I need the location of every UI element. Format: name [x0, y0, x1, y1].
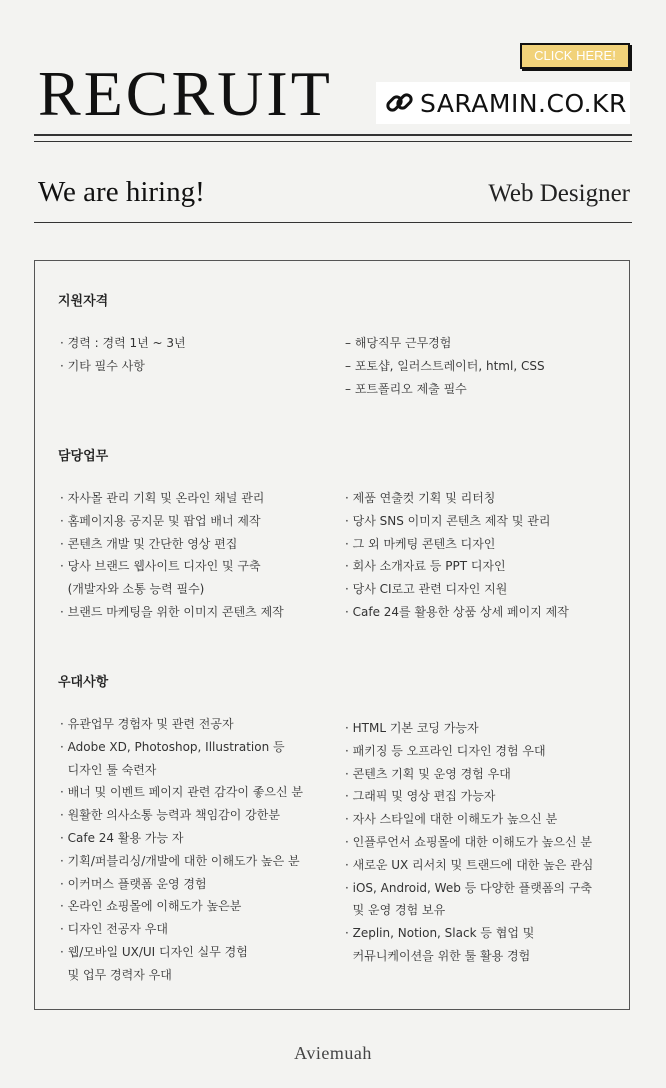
list-item: · 홈페이지용 공지문 및 팝업 배너 제작	[60, 513, 261, 528]
qualifications-left-list	[60, 332, 186, 378]
section-title-preferences: 우대사항	[58, 675, 109, 690]
list-item: · Zeplin, Notion, Slack 등 협업 및	[345, 926, 535, 941]
list-item: · 온라인 쇼핑몰에 이해도가 높은분	[60, 899, 242, 914]
header-divider-bottom	[34, 141, 632, 142]
list-item: – 포토샵, 일러스트레이터, html, CSS	[345, 358, 545, 373]
list-item: · 기타 필수 사항	[60, 358, 145, 373]
link-icon	[384, 88, 416, 118]
list-item: · 제품 연출컷 기획 및 리터칭	[345, 491, 496, 505]
list-item: · 배너 및 이벤트 페이지 관련 감각이 좋으신 분	[60, 785, 303, 800]
list-item: · 그 외 마케팅 콘텐츠 디자인	[345, 536, 496, 551]
list-item: · 새로운 UX 리서치 및 트랜드에 대한 높은 관심	[345, 857, 594, 872]
link-text: SARAMIN.CO.KR	[420, 88, 627, 118]
list-item: · 패키징 등 오프라인 디자인 경험 우대	[345, 743, 546, 758]
page-title: RECRUIT	[38, 58, 333, 129]
section-title-qualifications: 지원자격	[58, 294, 109, 309]
list-item: · 콘텐츠 개발 및 간단한 영상 편집	[60, 536, 238, 551]
list-item: · 유관업무 경험자 및 관련 전공자	[60, 717, 234, 731]
job-title: Web Designer	[488, 180, 630, 207]
list-item: · 당사 SNS 이미지 콘텐츠 제작 및 관리	[345, 513, 551, 528]
list-item: 커뮤니케이션을 위한 툴 활용 경험	[345, 948, 531, 963]
list-item: · 기획/퍼블리싱/개발에 대한 이해도가 높은 분	[60, 853, 300, 868]
list-item: · 회사 소개자료 등 PPT 디자인	[345, 559, 506, 574]
header-divider-top	[34, 134, 632, 136]
click-here-button[interactable]: CLICK HERE!	[520, 43, 630, 69]
list-item: · 자사 스타일에 대한 이해도가 높으신 분	[345, 812, 558, 827]
preferences-right-list	[345, 717, 593, 968]
list-item: 및 업무 경력자 우대	[60, 967, 172, 982]
qualifications-right-list	[345, 332, 545, 400]
list-item: – 포트폴리오 제출 필수	[345, 381, 467, 396]
list-item: · 인플루언서 쇼핑몰에 대한 이해도가 높으신 분	[345, 834, 592, 849]
duties-right-list	[345, 487, 569, 624]
list-item: 및 운영 경험 보유	[345, 903, 446, 918]
saramin-link[interactable]	[376, 82, 630, 124]
preferences-left-list	[60, 713, 303, 987]
list-item: · 경력 : 경력 1년 ~ 3년	[60, 336, 186, 350]
list-item: · 그래픽 및 영상 편집 가능자	[345, 789, 496, 804]
list-item: · Adobe XD, Photoshop, Illustration 등	[60, 739, 285, 754]
list-item: · 웹/모바일 UX/UI 디자인 실무 경험	[60, 944, 248, 959]
list-item: – 해당직무 근무경험	[345, 336, 452, 350]
subheader-divider	[34, 222, 632, 223]
list-item: · 원활한 의사소통 능력과 책임감이 강한분	[60, 808, 280, 823]
list-item: · 이커머스 플랫폼 운영 경험	[60, 876, 207, 891]
hiring-headline: We are hiring!	[38, 176, 205, 208]
list-item: 디자인 툴 숙련자	[60, 762, 157, 777]
list-item: · 브랜드 마케팅을 위한 이미지 콘텐츠 제작	[60, 604, 284, 619]
duties-left-list	[60, 487, 284, 624]
list-item: (개발자와 소통 능력 필수)	[60, 582, 205, 597]
list-item: · 당사 CI로고 관련 디자인 지원	[345, 582, 508, 597]
list-item: · Cafe 24를 활용한 상품 상세 페이지 제작	[345, 604, 569, 619]
list-item: · iOS, Android, Web 등 다양한 플랫폼의 구축	[345, 880, 593, 895]
list-item: · 당사 브랜드 웹사이트 디자인 및 구축	[60, 559, 261, 574]
list-item: · HTML 기본 코딩 가능자	[345, 721, 479, 735]
list-item: · 자사몰 관리 기획 및 온라인 채널 관리	[60, 491, 265, 505]
list-item: · 디자인 전공자 우대	[60, 922, 168, 937]
list-item: · 콘텐츠 기획 및 운영 경험 우대	[345, 766, 511, 781]
section-title-duties: 담당업무	[58, 449, 109, 464]
list-item: · Cafe 24 활용 가능 자	[60, 830, 184, 845]
brand-logo-text: Aviemuah	[294, 1043, 372, 1063]
